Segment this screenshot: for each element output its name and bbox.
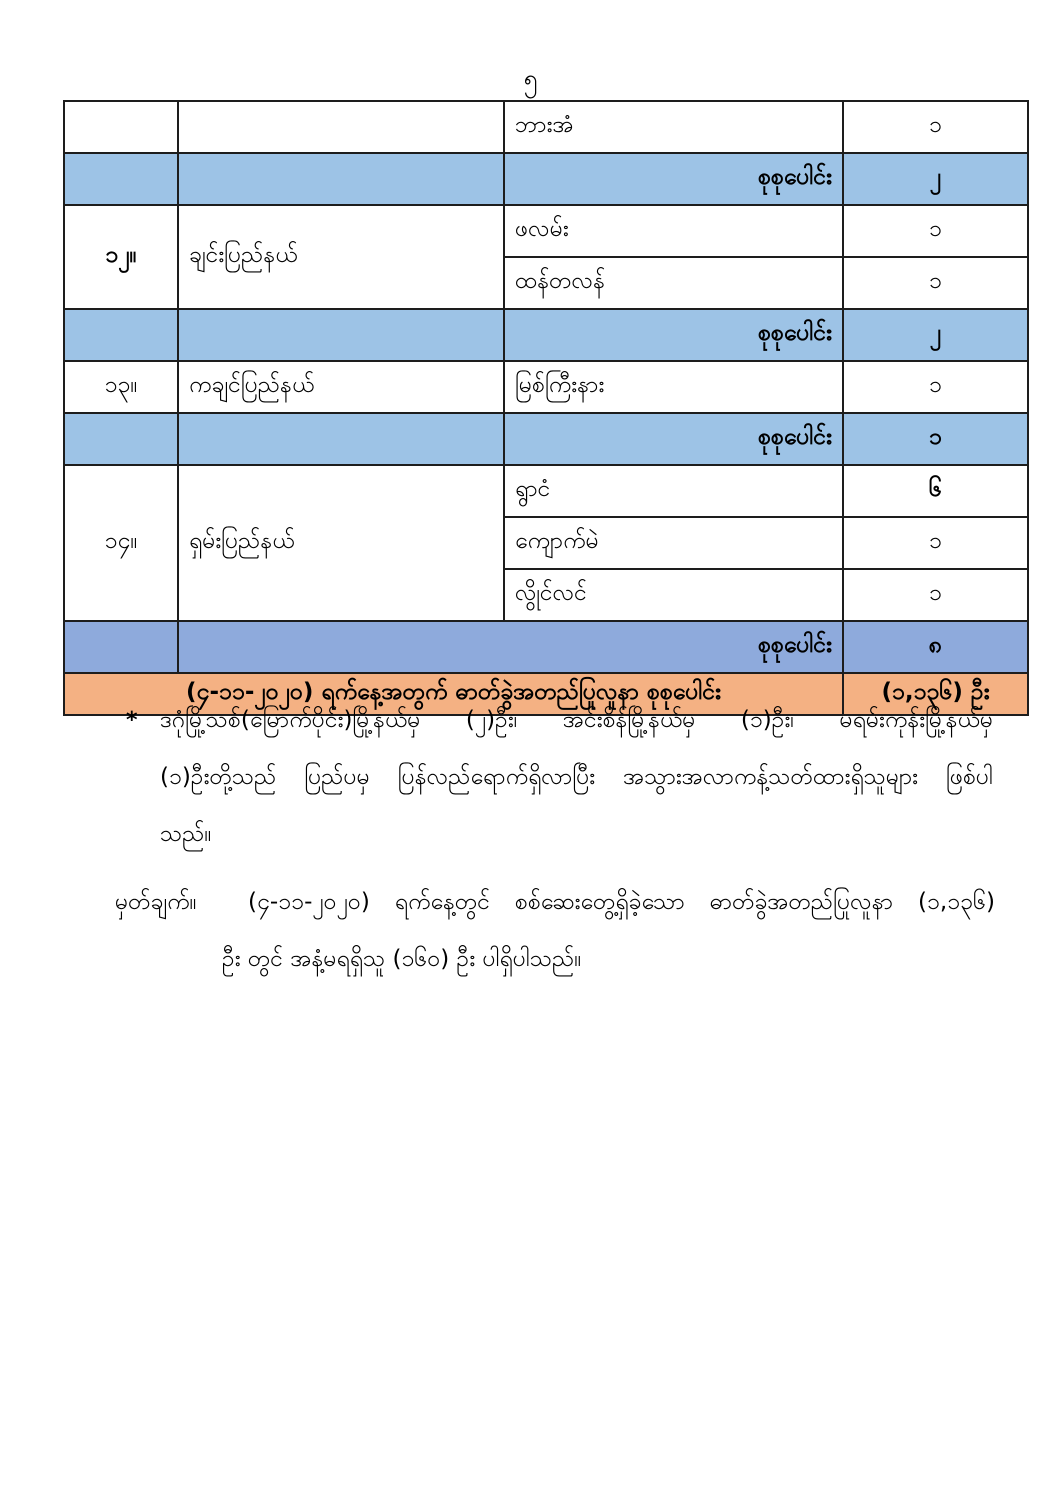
count-cell: ၆: [843, 465, 1028, 517]
footnote-asterisk: *: [126, 708, 138, 733]
count-cell: ၁: [843, 361, 1028, 413]
township-cell: ဘားအံ: [504, 101, 843, 153]
count-cell: ၁: [843, 257, 1028, 309]
total-label-cell: စုစုပေါင်း: [178, 621, 843, 673]
table-row: [64, 361, 1028, 413]
total-value-cell: ၁: [843, 413, 1028, 465]
count-cell: ၁: [843, 205, 1028, 257]
row-no-cell: [64, 621, 178, 673]
township-cell: ရွာငံ: [504, 465, 843, 517]
total-label-cell: စုစုပေါင်း: [504, 413, 843, 465]
township-cell: မြစ်ကြီးနား: [504, 361, 843, 413]
township-cell: ကျောက်မဲ: [504, 517, 843, 569]
total-label-cell: စုစုပေါင်း: [504, 309, 843, 361]
footnote-line: သည်။: [160, 821, 212, 847]
note-line: (၄-၁၁-၂၀၂၀) ရက်နေ့တွင် စစ်ဆေးတွေ့ရှိခဲ့သော ဓာတ်ခွဲအတည်ပြုလူနာ (၁,၁၃၆): [248, 889, 995, 915]
total-row: [64, 309, 1028, 361]
state-name-cell: [178, 101, 504, 153]
row-no-cell: [64, 309, 178, 361]
total-value-cell: ၂: [843, 153, 1028, 205]
row-no-cell: [64, 413, 178, 465]
township-cell: ဖလမ်း: [504, 205, 843, 257]
count-cell: ၁: [843, 517, 1028, 569]
row-no-cell: ၁၃။: [64, 361, 178, 413]
state-name-cell: ချင်းပြည်နယ်: [178, 205, 504, 309]
row-no-cell: ၁၄။: [64, 465, 178, 621]
total-row: [64, 413, 1028, 465]
total-value-cell: ၂: [843, 309, 1028, 361]
row-no-cell: [64, 101, 178, 153]
grand-total-row: [64, 621, 1028, 673]
township-cell: ထန်တလန်: [504, 257, 843, 309]
row-no-cell: [64, 153, 178, 205]
page-number: ၅: [523, 64, 538, 93]
table-row: [64, 465, 1028, 517]
note-line: ဦး တွင် အနံ့မရရှိသူ (၁၆၀) ဦး ပါရှိပါသည်။: [222, 946, 582, 972]
summary-value-cell: (၁,၁၃၆) ဦး: [843, 673, 1028, 715]
footnote-line: ဒဂုံမြို့သစ်(မြောက်ပိုင်း)မြို့နယ်မှ (၂)ဦး၊ အင်းစိန်မြို့နယ်မှ (၁)ဦး၊ မရမ်းကုန်းမြို့နယ်မှ: [160, 707, 993, 733]
table-row: [64, 205, 1028, 257]
township-cell: လွိုင်လင်: [504, 569, 843, 621]
summary-label-cell: (၄-၁၁-၂၀၂၀) ရက်နေ့အတွက် ဓာတ်ခွဲအတည်ပြုလူနာ စုစုပေါင်း: [64, 673, 843, 715]
row-no-cell: ၁၂။: [64, 205, 178, 309]
count-cell: ၁: [843, 569, 1028, 621]
state-name-cell: [178, 309, 504, 361]
covid-case-table: [63, 100, 1029, 716]
state-name-cell: ရှမ်းပြည်နယ်: [178, 465, 504, 621]
note-label: မှတ်ချက်။: [115, 889, 197, 915]
footnote-line: (၁)ဦးတို့သည် ပြည်ပမှ ပြန်လည်ရောက်ရှိလာပြီး အသွားအလာကန့်သတ်ထားရှိသူများ ဖြစ်ပါ: [160, 764, 993, 790]
total-row: [64, 153, 1028, 205]
total-label-cell: စုစုပေါင်း: [504, 153, 843, 205]
count-cell: ၁: [843, 101, 1028, 153]
total-value-cell: ၈: [843, 621, 1028, 673]
table-row: [64, 101, 1028, 153]
state-name-cell: ကချင်ပြည်နယ်: [178, 361, 504, 413]
state-name-cell: [178, 153, 504, 205]
state-name-cell: [178, 413, 504, 465]
